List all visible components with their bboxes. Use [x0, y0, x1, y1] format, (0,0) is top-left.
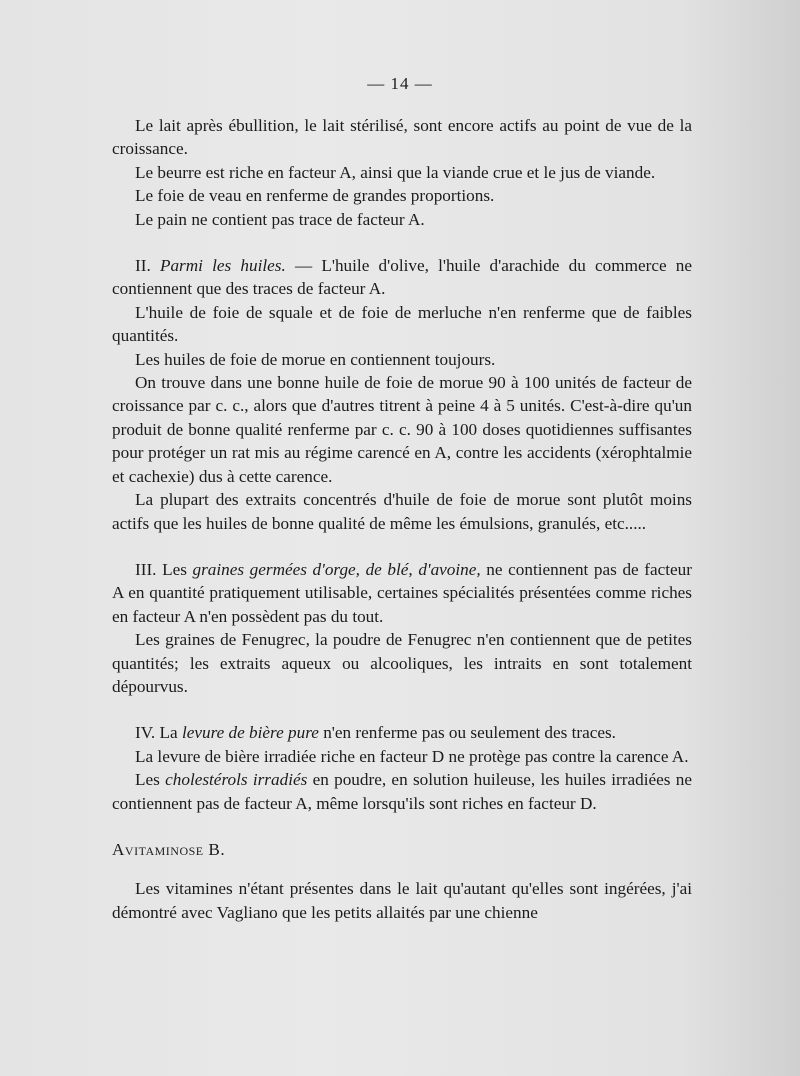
paragraph-text: en poudre, en solution huileuse, les huiles irradiées ne contiennent pas de facteur A, même lorsqu'ils sont riches en facteur D.	[112, 770, 692, 813]
paragraph: On trouve dans une bonne huile de foie de morue 90 à 100 unités de facteur de croissance par c. c., alors que d'autres titrent à peine 4 à 5 unités. C'est-à-dire qu'un produit de bonne qualité renferme par c. c. 90 à 100 doses quotidiennes suffisantes pour protéger un rat mis au régime carencé en A, contre les accidents (xérophtalmie et cachexie) dus à cette carence.	[112, 373, 692, 486]
italic-phrase: graines germées d'orge, de blé, d'avoine,	[192, 559, 481, 579]
italic-phrase: levure de bière pure	[181, 723, 319, 743]
paragraph: L'huile de foie de squale et de foie de merluche n'en renferme que de faibles quantités.	[112, 302, 692, 346]
page-number: — 14 —	[367, 74, 433, 93]
paragraph: Le foie de veau en renferme de grandes proportions.	[135, 186, 495, 206]
paragraph: Le beurre est riche en facteur A, ainsi que la viande crue et le jus de viande.	[135, 162, 656, 182]
paragraph: La plupart des extraits concentrés d'huile de foie de morue sont plutôt moins actifs que les huiles de bonne qualité de même les émulsions, granulés, etc.....	[112, 490, 692, 533]
paragraph-section-iv	[112, 721, 692, 744]
section-heading: Avitaminose B.	[112, 839, 226, 859]
paragraph: Le lait après ébullition, le lait stérilisé, sont encore actifs au point de vue de la croissance.	[112, 116, 692, 159]
section-number: II.	[135, 256, 160, 276]
section-number: IV. La	[135, 723, 182, 743]
paragraph-text: ne contiennent pas de facteur A en quantité pratiquement utilisable, certaines spécialités présentées comme riches en facteur A n'en possèdent pas du tout.	[112, 559, 692, 626]
paragraph: Les vitamines n'étant présentes dans le lait qu'autant qu'elles sont ingérées, j'ai démontré avec Vagliano que les petits allaités par une chienne	[112, 879, 692, 922]
body-text	[112, 114, 692, 924]
paragraph: Les graines de Fenugrec, la poudre de Fenugrec n'en contiennent que de petites quantités; les extraits aqueux ou alcooliques, les intraits en sont totalement dépourvus.	[112, 630, 692, 696]
paragraph: La levure de bière irradiée riche en facteur D ne protège pas contre la carence A.	[135, 746, 689, 766]
section-number: III. Les	[135, 559, 193, 579]
paragraph-section-iii	[112, 558, 692, 628]
paragraph-section-ii	[112, 254, 692, 301]
paragraph	[112, 768, 692, 815]
paragraph: Le pain ne contient pas trace de facteur A.	[135, 209, 425, 229]
paragraph: Les huiles de foie de morue en contiennent toujours.	[135, 349, 496, 369]
italic-phrase: cholestérols irradiés	[165, 770, 308, 790]
section-title-italic: Parmi les huiles.	[159, 256, 286, 276]
paragraph-text: Les	[135, 770, 166, 790]
paragraph-text: n'en renferme pas ou seulement des traces.	[318, 723, 616, 743]
paragraph-text: — L'huile d'olive, l'huile d'arachide du commerce ne contiennent que des traces de facteur A.	[112, 256, 692, 299]
